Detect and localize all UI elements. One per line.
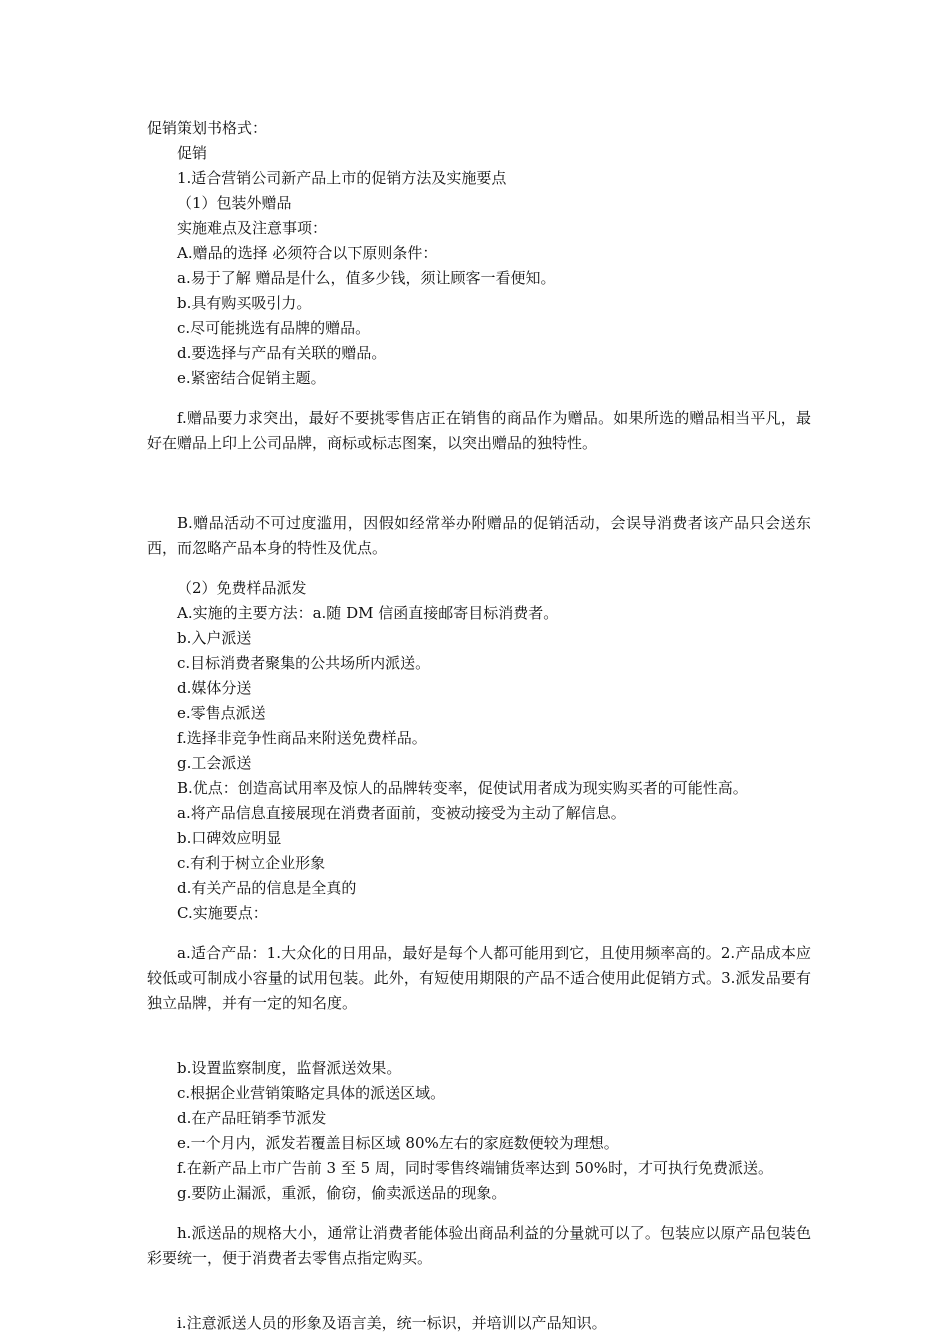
text-line: e.紧密结合促销主题。	[177, 369, 326, 387]
text-line: c.尽可能挑选有品牌的赠品。	[177, 319, 371, 337]
text-line: B.优点：创造高试用率及惊人的品牌转变率，促使试用者成为现实购买者的可能性高。	[177, 779, 748, 797]
section-heading: 1.适合营销公司新产品上市的促销方法及实施要点	[177, 169, 507, 187]
document-body	[147, 116, 811, 1336]
text-line: e.零售点派送	[177, 704, 266, 722]
document-title: 促销策划书格式：	[147, 119, 268, 137]
text-line: a.易于了解 赠品是什么，值多少钱，须让顾客一看便知。	[177, 269, 556, 287]
text-line: e.一个月内，派发若覆盖目标区域 80%左右的家庭数便较为理想。	[177, 1134, 619, 1152]
text-line: C.实施要点：	[177, 904, 268, 922]
text-line: g.工会派送	[177, 754, 252, 772]
text-line: a.将产品信息直接展现在消费者面前，变被动接受为主动了解信息。	[177, 804, 626, 822]
blank-line	[147, 1286, 811, 1311]
text-line: d.媒体分送	[177, 679, 252, 697]
text-line: 实施难点及注意事项：	[177, 219, 328, 237]
text-line: A.赠品的选择 必须符合以下原则条件：	[177, 244, 438, 262]
paragraph: B.赠品活动不可过度滥用，因假如经常举办附赠品的促销活动，会误导消费者该产品只会送东西，而忽略产品本身的特性及优点。	[147, 514, 811, 557]
text-line: b.设置监察制度，监督派送效果。	[177, 1059, 402, 1077]
paragraph: a.适合产品：1.大众化的日用品，最好是每个人都可能用到它，且使用频率高的。2.产品成本应较低或可制成小容量的试用包装。此外，有短使用期限的产品不适合使用此促销方式。3.派发品要有独立品牌，并有一定的知名度。	[147, 944, 811, 1012]
blank-line	[147, 471, 811, 496]
text-line: c.根据企业营销策略定具体的派送区域。	[177, 1084, 446, 1102]
text-line: d.有关产品的信息是全真的	[177, 879, 357, 897]
paragraph: h.派送品的规格大小，通常让消费者能体验出商品利益的分量就可以了。包装应以原产品包装色彩要统一，便于消费者去零售点指定购买。	[147, 1224, 811, 1267]
text-line: f.在新产品上市广告前 3 至 5 周，同时零售终端铺货率达到 50%时，才可执行免费派送。	[177, 1159, 774, 1177]
text-line: b.口碑效应明显	[177, 829, 282, 847]
text-line: d.要选择与产品有关联的赠品。	[177, 344, 387, 362]
text-line: g.要防止漏派，重派，偷窃，偷卖派送品的现象。	[177, 1184, 507, 1202]
text-line: 促销	[177, 144, 208, 162]
text-line: c.目标消费者聚集的公共场所内派送。	[177, 654, 431, 672]
text-line: i.注意派送人员的形象及语言美，统一标识，并培训以产品知识。	[177, 1314, 607, 1332]
text-line: A.实施的主要方法：a.随 DM 信函直接邮寄目标消费者。	[177, 604, 559, 622]
blank-line	[147, 1031, 811, 1056]
subsection-heading: （1）包装外赠品	[177, 194, 292, 212]
text-line: c.有利于树立企业形象	[177, 854, 326, 872]
paragraph: f.赠品要力求突出，最好不要挑零售店正在销售的商品作为赠品。如果所选的赠品相当平凡，最好在赠品上印上公司品牌，商标或标志图案，以突出赠品的独特性。	[147, 409, 811, 452]
text-line: f.选择非竞争性商品来附送免费样品。	[177, 729, 427, 747]
text-line: b.具有购买吸引力。	[177, 294, 312, 312]
subsection-heading: （2）免费样品派发	[177, 579, 307, 597]
text-line: d.在产品旺销季节派发	[177, 1109, 327, 1127]
text-line: b.入户派送	[177, 629, 252, 647]
